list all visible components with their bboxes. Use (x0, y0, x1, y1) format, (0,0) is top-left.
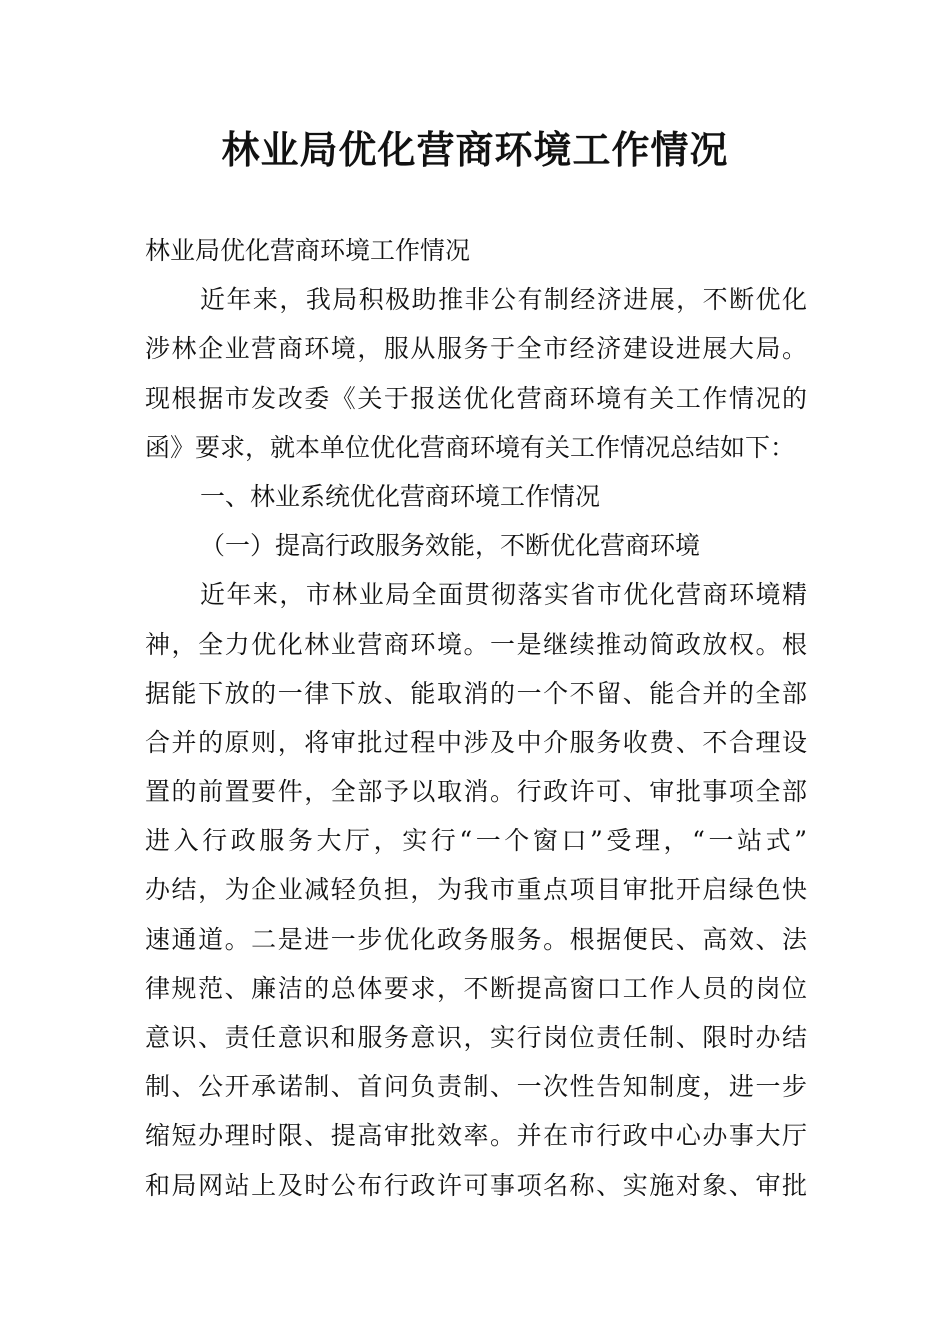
paragraph-line: 速通道。二是进一步优化政务服务。根据便民、高效、法 (145, 924, 807, 954)
paragraph-line: 涉林企业营商环境，服从服务于全市经济建设进展大局。 (145, 334, 807, 364)
paragraph-line: 合并的原则，将审批过程中涉及中介服务收费、不合理设 (145, 727, 807, 757)
paragraph-line: 近年来，市林业局全面贯彻落实省市优化营商环境精 (200, 580, 807, 610)
paragraph-line: 进入行政服务大厅，实行“一个窗口”受理，“一站式” (145, 826, 807, 856)
paragraph-line: 意识、责任意识和服务意识，实行岗位责任制、限时办结 (145, 1023, 807, 1052)
subsection-heading: （一）提高行政服务效能，不断优化营商环境 (200, 531, 701, 561)
paragraph-line: 函》要求，就本单位优化营商环境有关工作情况总结如下： (145, 432, 796, 462)
paragraph-line: 置的前置要件，全部予以取消。行政许可、审批事项全部 (145, 777, 807, 807)
paragraph-line: 和局网站上及时公布行政许可事项名称、实施对象、审批 (145, 1170, 807, 1200)
section-heading: 一、林业系统优化营商环境工作情况 (200, 481, 601, 511)
paragraph-line: 律规范、廉洁的总体要求，不断提高窗口工作人员的岗位 (145, 973, 807, 1003)
document-title: 林业局优化营商环境工作情况 (221, 128, 729, 172)
document-body (145, 226, 807, 1210)
paragraph-line: 神，全力优化林业营商环境。一是继续推动简政放权。根 (145, 629, 807, 659)
paragraph-line: 据能下放的一律下放、能取消的一个不留、能合并的全部 (145, 678, 807, 708)
body-subtitle: 林业局优化营商环境工作情况 (145, 236, 471, 265)
paragraph-line: 缩短办理时限、提高审批效率。并在市行政中心办事大厅 (145, 1121, 807, 1151)
paragraph-line: 现根据市发改委《关于报送优化营商环境有关工作情况的 (145, 383, 807, 413)
paragraph-line: 近年来，我局积极助推非公有制经济进展，不断优化 (200, 285, 807, 315)
paragraph-line: 办结，为企业减轻负担，为我市重点项目审批开启绿色快 (145, 875, 807, 905)
paragraph-line: 制、公开承诺制、首问负责制、一次性告知制度，进一步 (145, 1072, 807, 1102)
